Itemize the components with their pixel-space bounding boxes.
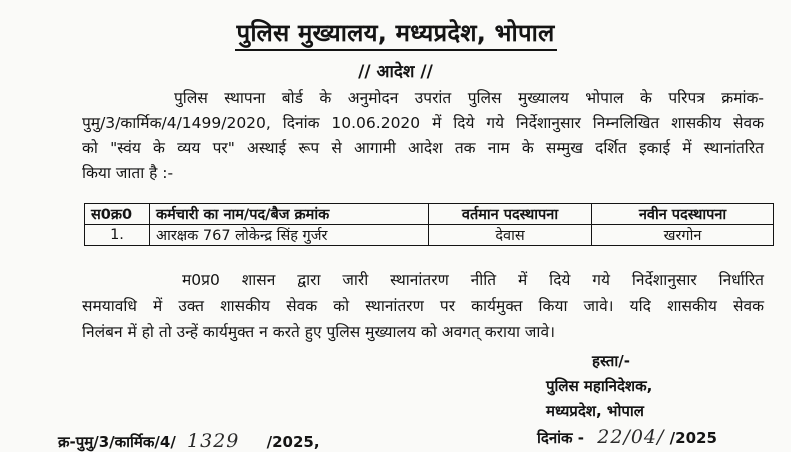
date-year: /2025	[669, 429, 717, 447]
order-heading: // आदेश //	[358, 62, 433, 82]
paragraph-1-line-1: पुलिस स्थापना बोर्ड के अनुमोदन उपरांत पुलिस मुख्यालय भोपाल के परिपत्र क्रमांक-	[174, 89, 764, 107]
paragraph-1-line-4: किया जाता है :-	[82, 164, 174, 182]
date-label: दिनांक -	[537, 429, 585, 447]
date-handwritten: 22/04/	[597, 426, 665, 448]
col-header-employee: कर्मचारी का नाम/पद/बैज क्रमांक	[150, 204, 429, 225]
signatory-designation: पुलिस महानिदेशक,	[546, 377, 653, 395]
col-header-current-posting: वर्तमान पदस्थापना	[429, 204, 592, 225]
reference-handwritten-number: 1329	[187, 430, 240, 452]
page-title: पुलिस मुख्यालय, मध्यप्रदेश, भोपाल	[0, 16, 791, 49]
reference-year: /2025,	[266, 433, 320, 451]
table-header-row	[85, 204, 774, 225]
paragraph-1-line-3: को "स्वंय के व्यय पर" अस्थाई रूप से आगामी आदेश तक नाम के सम्मुख दर्शित इकाई में स्थानांतरित	[82, 139, 764, 157]
order-date	[537, 426, 717, 448]
transfer-table	[84, 203, 774, 246]
col-header-serial: स0क्र0	[85, 204, 150, 225]
table-row	[85, 225, 774, 246]
reference-prefix: क्र-पुमु/3/कार्मिक/4/	[58, 433, 176, 451]
signatory-location: मध्यप्रदेश, भोपाल	[546, 402, 644, 420]
cell-current-posting: देवास	[429, 225, 592, 246]
reference-number	[58, 430, 320, 452]
paragraph-2-line-1: म0प्र0 शासन द्वारा जारी स्थानांतरण नीति में दिये गये निर्देशानुसार निर्धारित	[182, 271, 764, 289]
paragraph-1-line-2: पुमु/3/कार्मिक/4/1499/2020, दिनांक 10.06.2020 में दिये गये निर्देशानुसार निम्नलिखित शासकीय सेवक	[82, 114, 764, 132]
paragraph-2-line-3: निलंबन में हो तो उन्हें कार्यमुक्त न करते हुए पुलिस मुख्यालय को अवगत् कराया जावे।	[82, 323, 555, 341]
paragraph-2-line-2: समयावधि में उक्त शासकीय सेवक को स्थानांतरण पर कार्यमुक्त किया जावे। यदि शासकीय सेवक	[82, 297, 764, 315]
cell-employee: आरक्षक 767 लोकेन्द्र सिंह गुर्जर	[150, 225, 429, 246]
signed-mark: हस्ता/-	[592, 352, 630, 370]
col-header-new-posting: नवीन पदस्थापना	[592, 204, 774, 225]
cell-serial: 1.	[85, 225, 150, 246]
cell-new-posting: खरगोन	[592, 225, 774, 246]
